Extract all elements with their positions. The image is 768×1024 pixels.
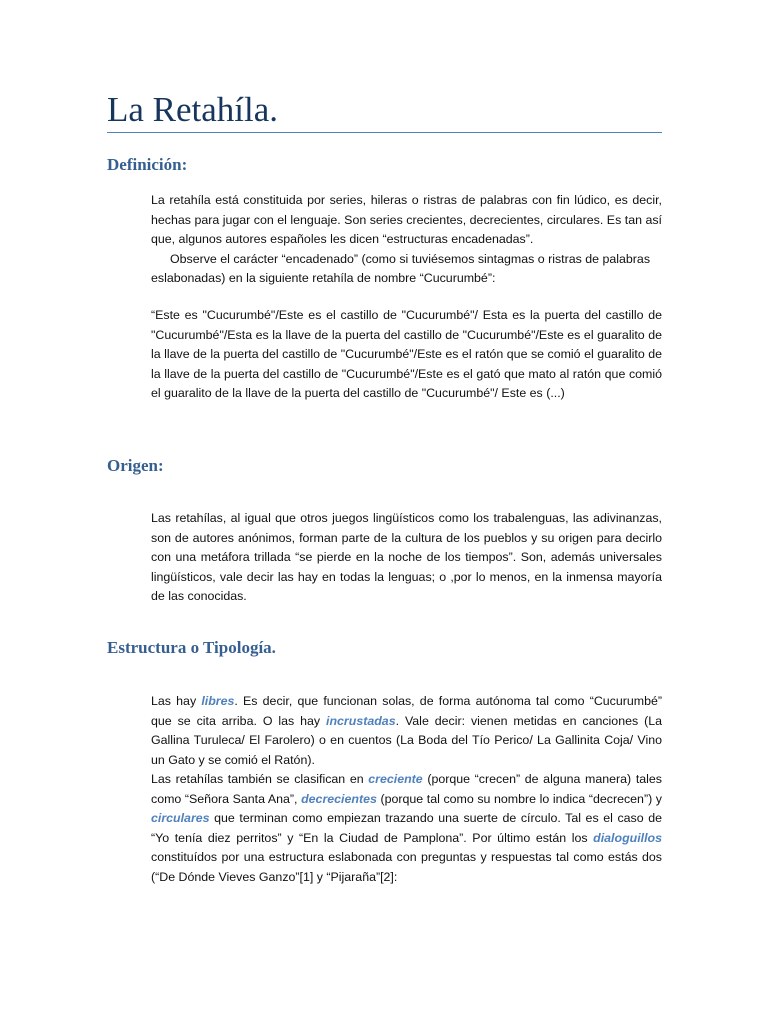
text-run: que terminan como empiezan trazando una suerte de círculo. Tal es el caso de “Yo tenía diez perritos” y “En la Ciudad de Pamplona”. Por último están los [151,811,662,845]
text-run: (porque “crecen” de alguna manera) tales como “Señora Santa Ana”, [151,772,662,806]
text-run: Las retahílas también se clasifican en [151,772,369,786]
text-run: . Vale decir: vienen metidas en canciones (La Gallina Turuleca/ El Farolero) o en cuentos (La Boda del Tío Perico/ La Gallinita Coja/ Vino un Gato y se comió el Ratón). [151,713,662,767]
heading-origen: Origen: [107,456,164,475]
heading-estructura: Estructura o Tipología. [107,638,276,657]
document-title: La Retahíla. [107,90,279,129]
origen-paragraph: Las retahílas, al igual que otros juegos lingüísticos como los trabalenguas, las adivinanzas, son de autores anónimos, forman parte de la cultura de los pueblos y su origen para decirlo con una metáfora trillada “se pierde en la noche de los tiempos”. Son, además universales lingüísticos, vale decir las hay en todas la lenguas; o ,por lo menos, en la inmensa mayoría de las conocidas. [151,511,662,603]
heading-definicion: Definición: [107,155,188,174]
definicion-text [151,191,662,289]
estructura-paragraph-2 [151,770,662,887]
text-run: Las hay [151,694,202,708]
term-dialoguillos: dialoguillos [593,830,662,845]
term-creciente: creciente [368,772,423,786]
term-circulares: circulares [151,811,210,825]
text-run: . Es decir, que funcionan solas, de forma autónoma tal como “Cucurumbé” que se cita arriba. O las hay [151,694,662,728]
title-underline [107,132,662,133]
term-decrecientes: decrecientes [301,791,377,806]
term-incrustadas: incrustadas [326,713,396,728]
definicion-paragraph-1: La retahíla está constituida por series, hileras o ristras de palabras con fin lúdico, es decir, hechas para jugar con el lenguaje. Son series crecientes, decrecientes, circulares. Es tan así que, algunos autores españoles les dicen “estructuras encadenadas”. [151,193,662,246]
estructura-paragraph-1 [151,692,662,770]
definicion-paragraph-2: Observe el carácter “encadenado” (como si tuviésemos sintagmas o ristras de palabras eslabonadas) en la siguiente retahíla de nombre “Cucurumbé”: [151,251,651,285]
term-libres: libres [201,694,235,708]
text-run: constituídos por una estructura eslabonada con preguntas y respuestas tal como estás dos (“De Dónde Vieves Ganzo”[1] y “Pijaraña”[2]: [151,850,662,884]
text-run: (porque tal como su nombre lo indica “decrecen”) y [376,791,662,806]
estructura-text [151,692,662,887]
cucurumbe-quote: “Este es "Cucurumbé"/Este es el castillo de "Cucurumbé"/ Esta es la puerta del castillo de "Cucurumbé"/Esta es la llave de la puerta del castillo de "Cucurumbé"/Este es el guaralito de la llave de la puerta del castillo de "Cucurumbé"/Este es el ratón que se comió el guaralito de la llave de la puerta del castillo de "Cucurumbé"/Este es el gató que mato al ratón que comió el guaralito de la llave de la puerta del castillo de "Cucurumbé"/ Este es (...) [151,308,662,400]
